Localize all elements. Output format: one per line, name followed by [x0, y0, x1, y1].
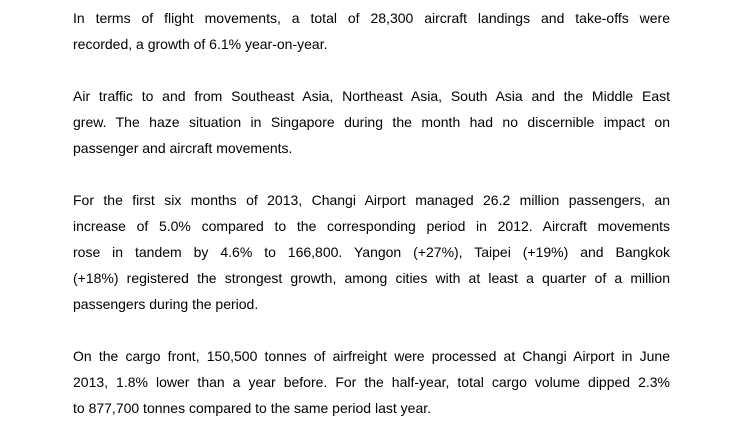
- text-line: increase of 5.0% compared to the corresponding period in 2012. Aircraft movements: [73, 218, 670, 234]
- text-line: (+18%) registered the strongest growth, among cities with at least a quarter of a million: [73, 270, 670, 286]
- paragraph-half-year-passengers: [73, 187, 670, 317]
- text-line: In terms of flight movements, a total of 28,300 aircraft landings and take-offs were: [73, 10, 670, 26]
- paragraph-cargo: [73, 343, 670, 421]
- text-line: to 877,700 tonnes compared to the same period last year.: [73, 400, 432, 416]
- text-line: Air traffic to and from Southeast Asia, Northeast Asia, South Asia and the Middle East: [73, 88, 670, 104]
- paragraph-flight-movements: [73, 5, 670, 57]
- text-line: 2013, 1.8% lower than a year before. For the half-year, total cargo volume dipped 2.3%: [73, 374, 670, 390]
- document-body: [73, 5, 670, 447]
- text-line: On the cargo front, 150,500 tonnes of airfreight were processed at Changi Airport in June: [73, 348, 670, 364]
- text-line: passenger and aircraft movements.: [73, 140, 293, 156]
- text-line: recorded, a growth of 6.1% year-on-year.: [73, 36, 328, 52]
- paragraph-air-traffic-regions: [73, 83, 670, 161]
- text-line: rose in tandem by 4.6% to 166,800. Yangon (+27%), Taipei (+19%) and Bangkok: [73, 244, 670, 260]
- text-line: For the first six months of 2013, Changi Airport managed 26.2 million passengers, an: [73, 192, 670, 208]
- text-line: passengers during the period.: [73, 296, 259, 312]
- text-line: grew. The haze situation in Singapore during the month had no discernible impact on: [73, 114, 670, 130]
